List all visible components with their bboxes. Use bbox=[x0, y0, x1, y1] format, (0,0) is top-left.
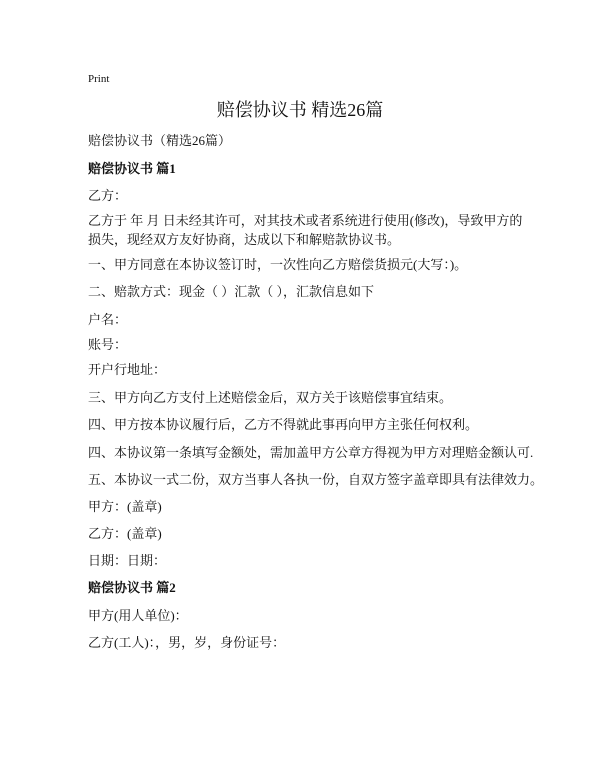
paragraph: 户名： bbox=[88, 312, 128, 327]
paragraph: 四、甲方按本协议履行后，乙方不得就此事再向甲方主张任何权利。 bbox=[88, 417, 479, 432]
paragraph: 乙方(工人)：，男，岁，身份证号： bbox=[88, 635, 286, 650]
paragraph: 账号： bbox=[88, 337, 128, 352]
section-heading-2: 赔偿协议书 篇2 bbox=[88, 580, 176, 595]
paragraph: 日期：日期： bbox=[88, 553, 167, 568]
paragraph: 五、本协议一式二份，双方当事人各执一份，自双方签字盖章即具有法律效力。 bbox=[88, 472, 544, 487]
document-title: 赔偿协议书 精选26篇 bbox=[216, 100, 384, 120]
document-subtitle: 赔偿协议书（精选26篇） bbox=[88, 133, 232, 148]
paragraph: 四、本协议第一条填写金额处，需加盖甲方公章方得视为甲方对理赔金额认可. bbox=[88, 445, 534, 460]
paragraph: 三、甲方向乙方支付上述赔偿金后，双方关于该赔偿事宜结束。 bbox=[88, 390, 453, 405]
print-link[interactable]: Print bbox=[88, 73, 110, 85]
section-heading-1: 赔偿协议书 篇1 bbox=[88, 161, 176, 176]
paragraph: 二、赔款方式：现金（ ）汇款（ ），汇款信息如下 bbox=[88, 284, 375, 299]
paragraph: 乙方于 年 月 日未经其许可，对其技术或者系统进行使用(修改)，导致甲方的损失，现经双方友好协商，达成以下和解赔款协议书。 bbox=[88, 213, 523, 247]
paragraph: 甲方：(盖章) bbox=[88, 499, 162, 514]
paragraph: 一、甲方同意在本协议签订时，一次性向乙方赔偿货损元(大写：)。 bbox=[88, 257, 468, 272]
paragraph: 乙方： bbox=[88, 188, 128, 203]
paragraph: 甲方(用人单位)： bbox=[88, 608, 188, 623]
paragraph: 开户行地址： bbox=[88, 362, 167, 377]
paragraph: 乙方：(盖章) bbox=[88, 526, 162, 541]
